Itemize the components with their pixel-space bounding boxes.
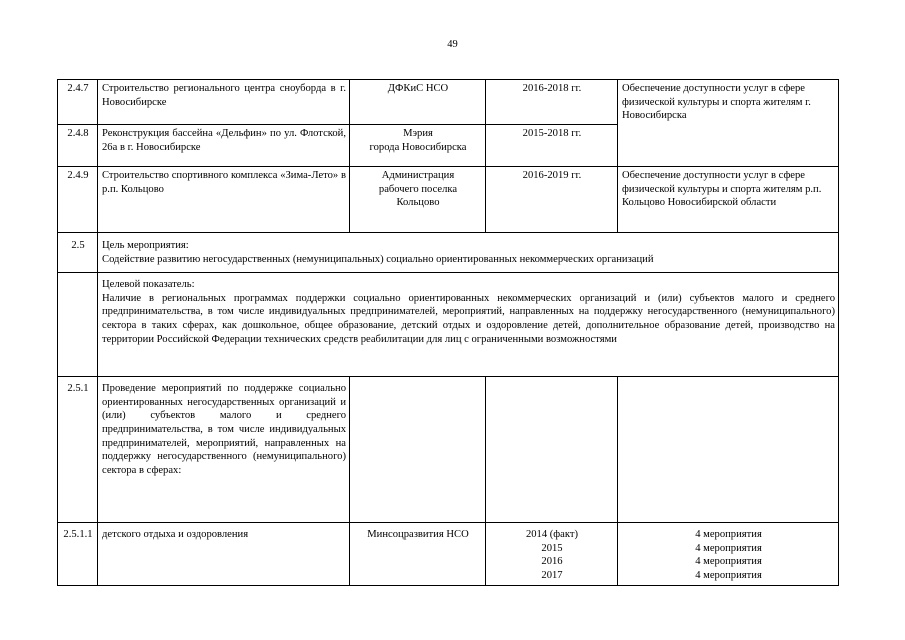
target-label: Целевой показатель: <box>102 279 195 291</box>
measure-name: детского отдыха и оздоровления <box>98 523 350 585</box>
row-number: 2.5.1 <box>58 377 98 523</box>
value: 4 мероприятия <box>695 529 762 541</box>
executor: Минсоцразвития НСО <box>350 523 486 585</box>
expected-result: Обеспечение доступности услуг в сфере физической культуры и спорта жителям г. Новосибирска <box>618 80 839 125</box>
measure-name: Реконструкция бассейна «Дельфин» по ул. Флотской, 26а в г. Новосибирске <box>98 125 350 167</box>
executor: ДФКиС НСО <box>350 80 486 125</box>
executor-line: Администрация <box>381 170 455 182</box>
row-number: 2.4.9 <box>58 167 98 233</box>
executor-line: рабочего поселка <box>378 183 458 195</box>
value: 4 мероприятия <box>695 542 762 554</box>
value: 4 мероприятия <box>695 570 762 582</box>
table-row <box>58 125 839 167</box>
target-text: Наличие в региональных программах поддержки социально ориентированных некоммерческих организаций и (или) субъектов малого и среднего предпринимательства, в том числе индивидуальных предпринимателей, мероприятий, направленных на поддержку негосударственного (немуниципального) сектора в таких сферах, как дошкольное, общее образование, детский отдых и оздоровление детей, дополнительное образование детей, производство на территории Российской Федерации технических средств реабилитации для лиц с ограниченными возможностями <box>102 292 835 345</box>
table-row <box>58 377 839 523</box>
table-row <box>58 523 839 585</box>
year: 2016 <box>541 556 563 568</box>
years-cell <box>486 523 618 585</box>
target-cell <box>98 273 839 377</box>
goal-text: Содействие развитию негосударственных (немуниципальных) социально ориентированных некоммерческих организаций <box>102 253 654 265</box>
measure-name: Строительство спортивного комплекса «Зима-Лето» в р.п. Кольцово <box>98 167 350 233</box>
executor-line: Кольцово <box>396 197 440 209</box>
year: 2015 <box>541 542 563 554</box>
measure-name: Строительство регионального центра сноуборда в г. Новосибирске <box>98 80 350 125</box>
period: 2016-2018 гг. <box>486 80 618 125</box>
executor <box>350 167 486 233</box>
goal-cell <box>98 233 839 273</box>
table-row <box>58 80 839 125</box>
year: 2014 (факт) <box>525 529 579 541</box>
empty-cell <box>350 377 486 523</box>
row-number: 2.5 <box>58 233 98 273</box>
table-row <box>58 167 839 233</box>
page-number: 49 <box>447 39 458 50</box>
period: 2016-2019 гг. <box>486 167 618 233</box>
target-row <box>58 273 839 377</box>
row-number: 2.4.8 <box>58 125 98 167</box>
year: 2017 <box>541 570 563 582</box>
empty-cell <box>486 377 618 523</box>
goal-label: Цель мероприятия: <box>102 240 189 252</box>
executor-line: Мэрия <box>403 128 433 140</box>
row-number: 2.4.7 <box>58 80 98 125</box>
executor-line: города Новосибирска <box>369 141 467 153</box>
measures-table <box>57 79 839 586</box>
row-number: 2.5.1.1 <box>58 523 98 585</box>
expected-result-merged <box>618 125 839 167</box>
goal-row <box>58 233 839 273</box>
value: 4 мероприятия <box>695 556 762 568</box>
values-cell <box>618 523 839 585</box>
period: 2015-2018 гг. <box>486 125 618 167</box>
measure-name: Проведение мероприятий по поддержке социально ориентированных негосударственных организаций и (или) субъектов малого и среднего предпринимательства, в том числе индивидуальных предпринимателей, мероприятий, направленных на поддержку негосударственного (немуниципального) сектора в сферах: <box>98 377 350 523</box>
executor <box>350 125 486 167</box>
empty-cell <box>618 377 839 523</box>
empty-cell <box>58 273 98 377</box>
expected-result: Обеспечение доступности услуг в сфере физической культуры и спорта жителям р.п. Кольцово Новосибирской области <box>618 167 839 233</box>
